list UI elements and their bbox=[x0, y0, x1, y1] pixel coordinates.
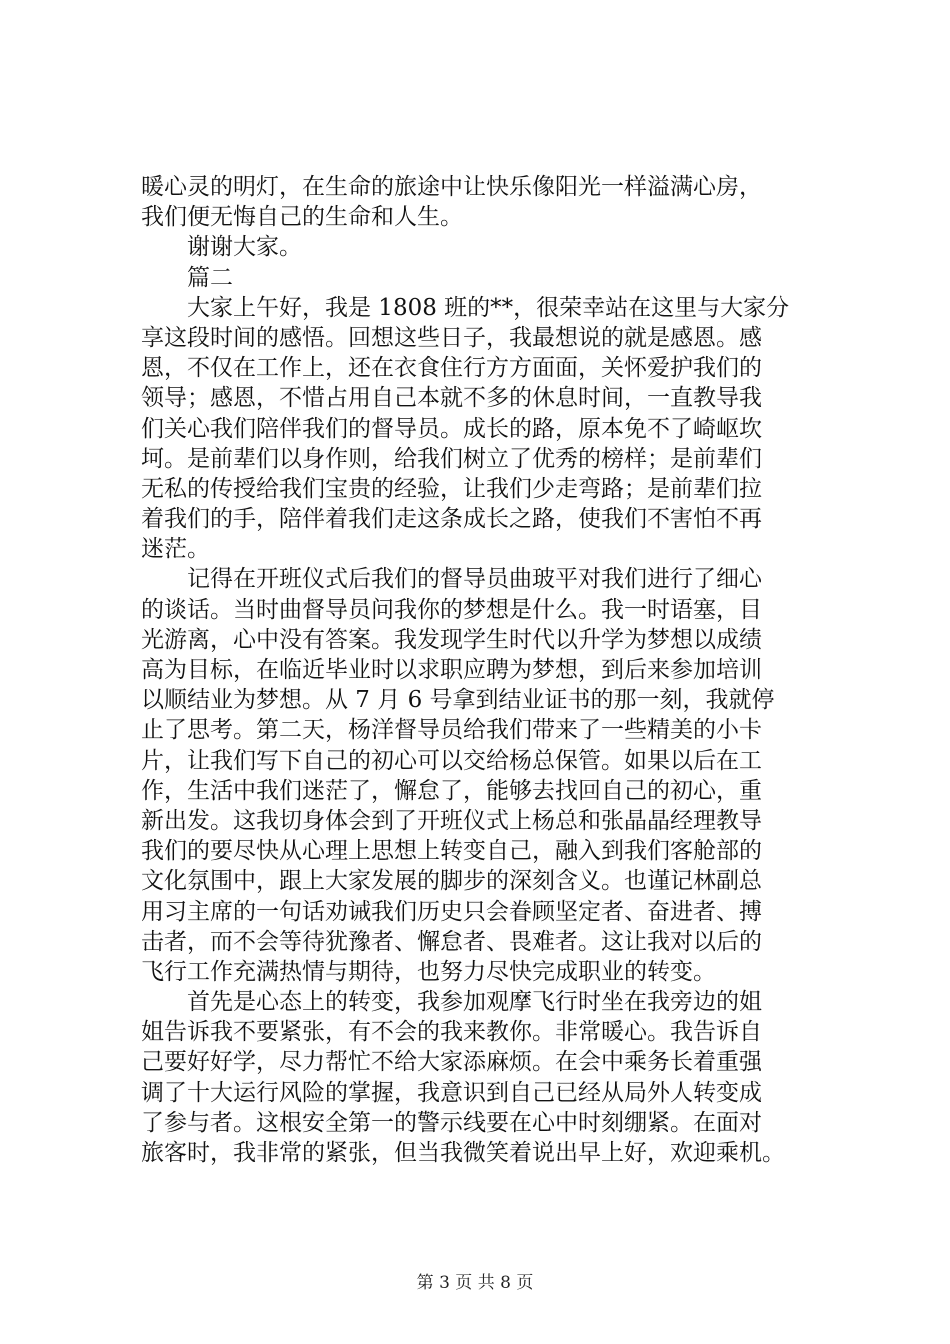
text-line: 我们便无悔自己的生命和人生。 bbox=[141, 204, 463, 231]
text-line: 记得在开班仪式后我们的督导员曲玻平对我们进行了细心 bbox=[141, 566, 762, 593]
text-line: 文化氛围中，跟上大家发展的脚步的深刻含义。也谨记林副总 bbox=[141, 868, 762, 895]
text-line: 旅客时，我非常的紧张，但当我微笑着说出早上好，欢迎乘机。 bbox=[141, 1140, 785, 1166]
text-line: 姐告诉我不要紧张，有不会的我来教你。非常暖心。我告诉自 bbox=[141, 1019, 762, 1046]
text-line: 以顺结业为梦想。从 7 月 6 号拿到结业证书的那一刻，我就停 bbox=[141, 687, 775, 714]
text-line: 迷茫。 bbox=[141, 536, 210, 563]
text-line: 调了十大运行风险的掌握，我意识到自己已经从局外人转变成 bbox=[141, 1079, 762, 1106]
text-line: 篇二 bbox=[141, 264, 233, 291]
page-footer: 第 3 页 共 8 页 bbox=[416, 1273, 534, 1293]
text-line: 暖心灵的明灯，在生命的旅途中让快乐像阳光一样溢满心房， bbox=[141, 174, 762, 200]
text-line: 止了思考。第二天，杨洋督导员给我们带来了一些精美的小卡 bbox=[141, 717, 762, 744]
text-line: 首先是心态上的转变，我参加观摩飞行时坐在我旁边的姐 bbox=[141, 989, 762, 1016]
text-line: 大家上午好，我是 1808 班的**，很荣幸站在这里与大家分 bbox=[141, 294, 790, 321]
text-line: 领导；感恩，不惜占用自己本就不多的休息时间，一直教导我 bbox=[141, 385, 762, 412]
text-line: 了参与者。这根安全第一的警示线要在心中时刻绷紧。在面对 bbox=[141, 1109, 762, 1136]
text-line: 光游离，心中没有答案。我发现学生时代以升学为梦想以成绩 bbox=[141, 626, 762, 653]
text-line: 飞行工作充满热情与期待，也努力尽快完成职业的转变。 bbox=[141, 958, 716, 985]
text-line: 高为目标，在临近毕业时以求职应聘为梦想，到后来参加培训 bbox=[141, 657, 762, 683]
text-line: 们关心我们陪伴我们的督导员。成长的路，原本免不了崎岖坎 bbox=[141, 415, 762, 442]
text-line: 用习主席的一句话劝诫我们历史只会眷顾坚定者、奋进者、搏 bbox=[141, 898, 762, 925]
text-line: 我们的要尽快从心理上思想上转变自己，融入到我们客舱部的 bbox=[141, 838, 762, 865]
text-line: 无私的传授给我们宝贵的经验，让我们少走弯路；是前辈们拉 bbox=[141, 475, 762, 502]
text-line: 享这段时间的感悟。回想这些日子，我最想说的就是感恩。感 bbox=[141, 324, 762, 351]
text-line: 坷。是前辈们以身作则，给我们树立了优秀的榜样；是前辈们 bbox=[141, 445, 762, 472]
document-body bbox=[141, 172, 833, 1168]
text-line: 着我们的手，陪伴着我们走这条成长之路，使我们不害怕不再 bbox=[141, 506, 762, 533]
text-line: 击者，而不会等待犹豫者、懈怠者、畏难者。这让我对以后的 bbox=[141, 928, 762, 955]
text-line: 谢谢大家。 bbox=[141, 234, 302, 261]
text-line: 作，生活中我们迷茫了，懈怠了，能够去找回自己的初心，重 bbox=[141, 777, 762, 804]
text-line: 己要好好学，尽力帮忙不给大家添麻烦。在会中乘务长着重强 bbox=[141, 1049, 762, 1076]
text-line: 的谈话。当时曲督导员问我你的梦想是什么。我一时语塞，目 bbox=[141, 596, 762, 623]
text-line: 恩，不仅在工作上，还在衣食住行方方面面，关怀爱护我们的 bbox=[141, 355, 762, 382]
text-line: 新出发。这我切身体会到了开班仪式上杨总和张晶晶经理教导 bbox=[141, 807, 762, 834]
text-line: 片，让我们写下自己的初心可以交给杨总保管。如果以后在工 bbox=[141, 747, 762, 774]
